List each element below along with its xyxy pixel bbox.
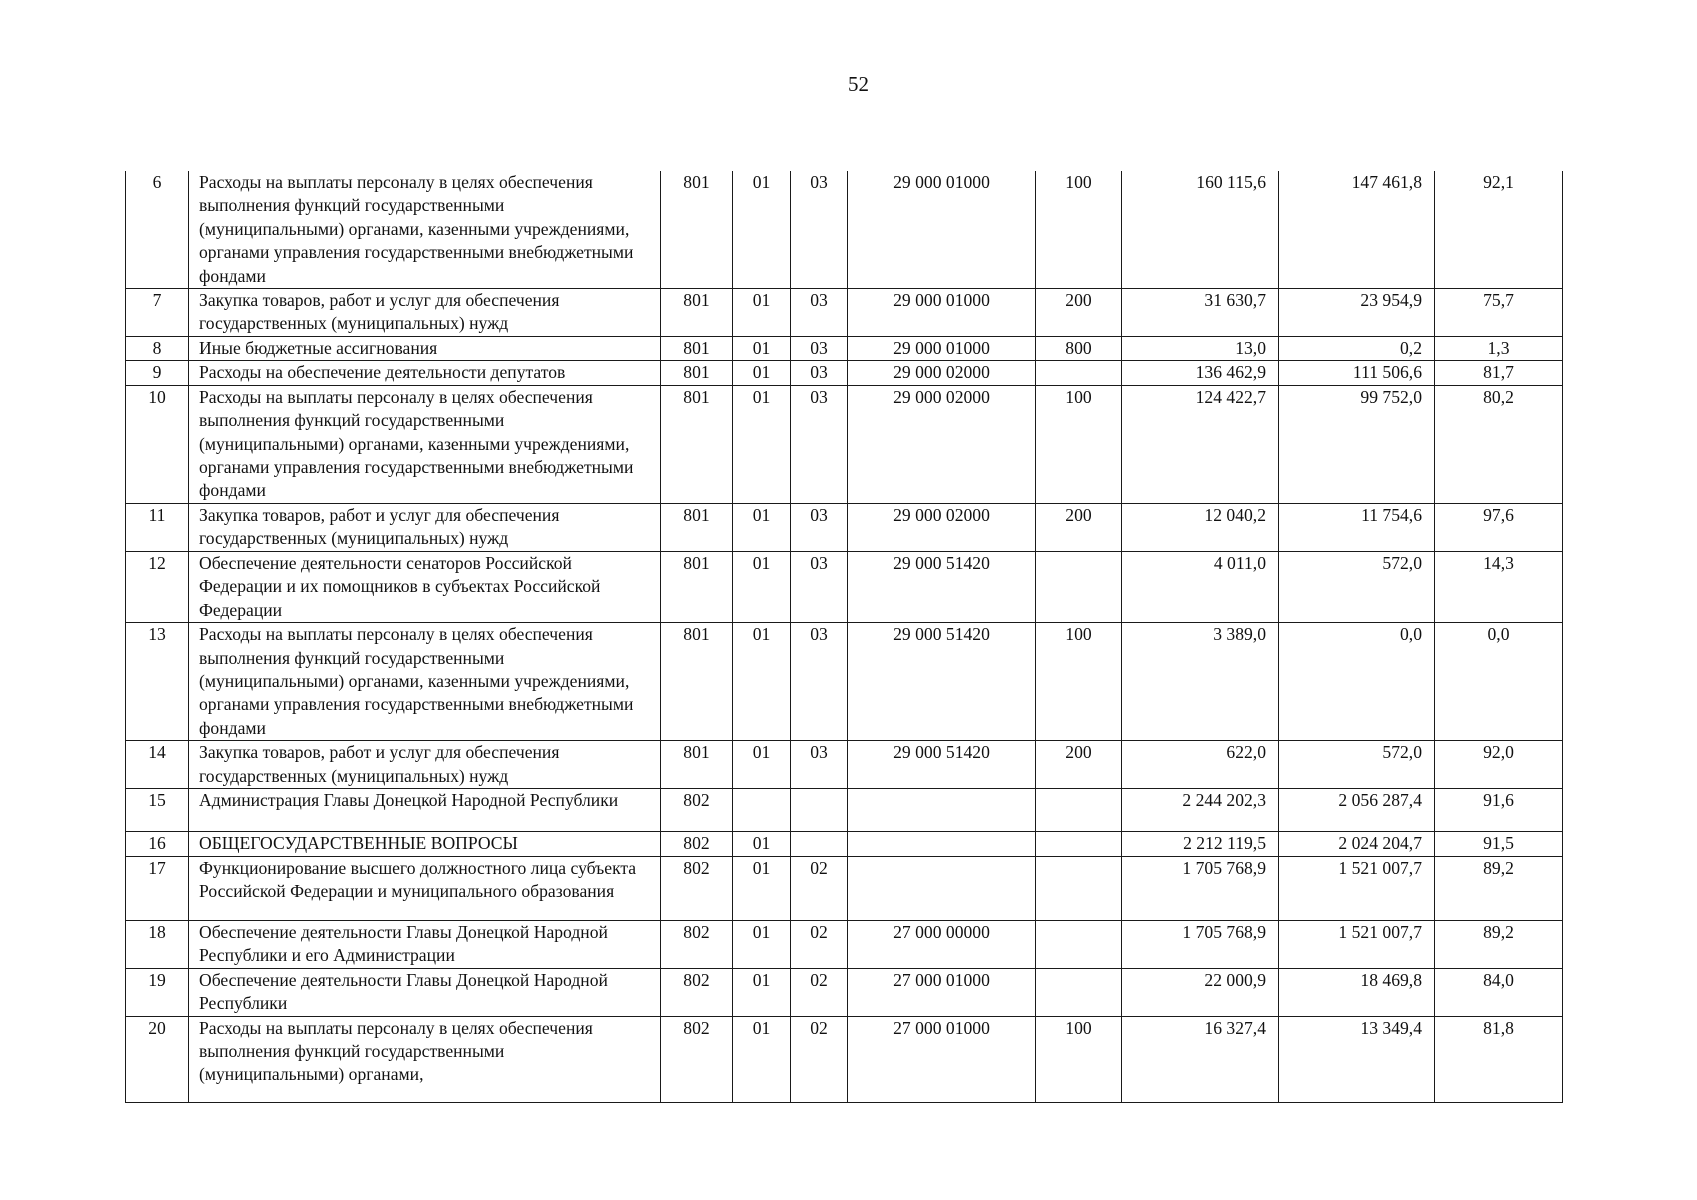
expense-name-cell: Иные бюджетные ассигнования [189,337,661,361]
expense-type-cell [1036,551,1122,622]
table-row [126,361,1563,385]
planned-amount-cell: 136 462,9 [1122,361,1279,385]
table-row [126,832,1563,856]
department-code-cell: 801 [661,337,733,361]
planned-amount-cell: 160 115,6 [1122,171,1279,289]
section-code-cell: 01 [733,741,791,789]
execution-percent-cell: 92,0 [1435,741,1563,789]
execution-percent-cell: 0,0 [1435,623,1563,741]
subsection-code-cell: 03 [791,385,848,503]
department-code-cell: 801 [661,741,733,789]
row-number-cell: 14 [126,741,189,789]
planned-amount-cell: 31 630,7 [1122,289,1279,337]
row-number-cell: 13 [126,623,189,741]
actual-amount-cell: 1 521 007,7 [1279,920,1435,968]
expense-type-cell: 800 [1036,337,1122,361]
actual-amount-cell: 99 752,0 [1279,385,1435,503]
expense-type-cell: 100 [1036,623,1122,741]
expense-name-cell: Расходы на выплаты персоналу в целях обеспечения выполнения функций государственными (муниципальными) органами, [189,1016,661,1102]
target-article-cell: 27 000 01000 [848,968,1036,1016]
target-article-cell: 27 000 00000 [848,920,1036,968]
table-row [126,741,1563,789]
department-code-cell: 801 [661,361,733,385]
expense-type-cell: 200 [1036,503,1122,551]
subsection-code-cell: 02 [791,856,848,920]
target-article-cell: 29 000 51420 [848,551,1036,622]
table-row [126,856,1563,920]
expense-name-cell: Расходы на выплаты персоналу в целях обеспечения выполнения функций государственными (муниципальными) органами, казенными учреждениями, органами управления государственными внебюджетными фондами [189,385,661,503]
execution-percent-cell: 97,6 [1435,503,1563,551]
subsection-code-cell: 03 [791,337,848,361]
table-row [126,551,1563,622]
target-article-cell: 29 000 01000 [848,171,1036,289]
subsection-code-cell: 03 [791,171,848,289]
table-row [126,503,1563,551]
planned-amount-cell: 13,0 [1122,337,1279,361]
target-article-cell [848,832,1036,856]
subsection-code-cell: 03 [791,503,848,551]
expense-name-cell: Обеспечение деятельности Главы Донецкой Народной Республики [189,968,661,1016]
actual-amount-cell: 0,0 [1279,623,1435,741]
department-code-cell: 801 [661,623,733,741]
subsection-code-cell [791,832,848,856]
expense-type-cell [1036,968,1122,1016]
department-code-cell: 801 [661,171,733,289]
department-code-cell: 802 [661,920,733,968]
subsection-code-cell: 02 [791,1016,848,1102]
table-row [126,337,1563,361]
expense-name-cell: Администрация Главы Донецкой Народной Республики [189,789,661,832]
expense-type-cell [1036,856,1122,920]
planned-amount-cell: 3 389,0 [1122,623,1279,741]
subsection-code-cell: 03 [791,741,848,789]
target-article-cell: 29 000 02000 [848,385,1036,503]
actual-amount-cell: 0,2 [1279,337,1435,361]
target-article-cell [848,789,1036,832]
row-number-cell: 17 [126,856,189,920]
subsection-code-cell: 03 [791,361,848,385]
execution-percent-cell: 84,0 [1435,968,1563,1016]
execution-percent-cell: 75,7 [1435,289,1563,337]
expense-name-cell: Функционирование высшего должностного лица субъекта Российской Федерации и муниципального образования [189,856,661,920]
section-code-cell: 01 [733,171,791,289]
expense-type-cell [1036,920,1122,968]
execution-percent-cell: 92,1 [1435,171,1563,289]
actual-amount-cell: 1 521 007,7 [1279,856,1435,920]
department-code-cell: 802 [661,832,733,856]
expense-type-cell: 100 [1036,171,1122,289]
row-number-cell: 16 [126,832,189,856]
section-code-cell: 01 [733,337,791,361]
expense-name-cell: Расходы на обеспечение деятельности депутатов [189,361,661,385]
department-code-cell: 802 [661,856,733,920]
page-number: 52 [848,72,869,96]
section-code-cell: 01 [733,968,791,1016]
expense-type-cell [1036,361,1122,385]
planned-amount-cell: 124 422,7 [1122,385,1279,503]
row-number-cell: 9 [126,361,189,385]
table-row [126,920,1563,968]
row-number-cell: 8 [126,337,189,361]
table-row [126,789,1563,832]
expense-name-cell: ОБЩЕГОСУДАРСТВЕННЫЕ ВОПРОСЫ [189,832,661,856]
planned-amount-cell: 2 244 202,3 [1122,789,1279,832]
section-code-cell: 01 [733,289,791,337]
section-code-cell: 01 [733,385,791,503]
row-number-cell: 6 [126,171,189,289]
execution-percent-cell: 81,7 [1435,361,1563,385]
expense-name-cell: Обеспечение деятельности сенаторов Российской Федерации и их помощников в субъектах Российской Федерации [189,551,661,622]
execution-percent-cell: 91,6 [1435,789,1563,832]
planned-amount-cell: 2 212 119,5 [1122,832,1279,856]
planned-amount-cell: 622,0 [1122,741,1279,789]
expense-name-cell: Расходы на выплаты персоналу в целях обеспечения выполнения функций государственными (муниципальными) органами, казенными учреждениями, органами управления государственными внебюджетными фондами [189,171,661,289]
table-row [126,1016,1563,1102]
table-row [126,385,1563,503]
subsection-code-cell: 03 [791,551,848,622]
expense-type-cell: 100 [1036,1016,1122,1102]
subsection-code-cell: 03 [791,623,848,741]
budget-table [125,171,1563,1103]
actual-amount-cell: 147 461,8 [1279,171,1435,289]
row-number-cell: 15 [126,789,189,832]
actual-amount-cell: 572,0 [1279,551,1435,622]
department-code-cell: 801 [661,385,733,503]
target-article-cell: 29 000 02000 [848,503,1036,551]
section-code-cell: 01 [733,856,791,920]
target-article-cell: 29 000 51420 [848,623,1036,741]
table-row [126,171,1563,289]
actual-amount-cell: 2 024 204,7 [1279,832,1435,856]
section-code-cell: 01 [733,361,791,385]
expense-name-cell: Закупка товаров, работ и услуг для обеспечения государственных (муниципальных) нужд [189,503,661,551]
expense-name-cell: Закупка товаров, работ и услуг для обеспечения государственных (муниципальных) нужд [189,741,661,789]
section-code-cell: 01 [733,920,791,968]
expense-name-cell: Обеспечение деятельности Главы Донецкой Народной Республики и его Администрации [189,920,661,968]
target-article-cell: 29 000 51420 [848,741,1036,789]
expense-type-cell [1036,832,1122,856]
planned-amount-cell: 1 705 768,9 [1122,856,1279,920]
department-code-cell: 801 [661,289,733,337]
section-code-cell: 01 [733,1016,791,1102]
target-article-cell: 29 000 02000 [848,361,1036,385]
row-number-cell: 20 [126,1016,189,1102]
row-number-cell: 10 [126,385,189,503]
expense-name-cell: Расходы на выплаты персоналу в целях обеспечения выполнения функций государственными (муниципальными) органами, казенными учреждениями, органами управления государственными внебюджетными фондами [189,623,661,741]
section-code-cell: 01 [733,551,791,622]
planned-amount-cell: 16 327,4 [1122,1016,1279,1102]
target-article-cell: 29 000 01000 [848,289,1036,337]
section-code-cell: 01 [733,503,791,551]
target-article-cell: 29 000 01000 [848,337,1036,361]
department-code-cell: 802 [661,1016,733,1102]
department-code-cell: 802 [661,968,733,1016]
row-number-cell: 7 [126,289,189,337]
actual-amount-cell: 2 056 287,4 [1279,789,1435,832]
actual-amount-cell: 23 954,9 [1279,289,1435,337]
row-number-cell: 19 [126,968,189,1016]
execution-percent-cell: 91,5 [1435,832,1563,856]
department-code-cell: 801 [661,551,733,622]
planned-amount-cell: 1 705 768,9 [1122,920,1279,968]
section-code-cell: 01 [733,623,791,741]
subsection-code-cell: 03 [791,289,848,337]
actual-amount-cell: 111 506,6 [1279,361,1435,385]
planned-amount-cell: 12 040,2 [1122,503,1279,551]
expense-name-cell: Закупка товаров, работ и услуг для обеспечения государственных (муниципальных) нужд [189,289,661,337]
actual-amount-cell: 572,0 [1279,741,1435,789]
row-number-cell: 12 [126,551,189,622]
subsection-code-cell: 02 [791,920,848,968]
department-code-cell: 802 [661,789,733,832]
expense-type-cell: 200 [1036,741,1122,789]
table-body [126,171,1563,1102]
execution-percent-cell: 89,2 [1435,856,1563,920]
table-row [126,289,1563,337]
actual-amount-cell: 18 469,8 [1279,968,1435,1016]
execution-percent-cell: 81,8 [1435,1016,1563,1102]
table-row [126,968,1563,1016]
department-code-cell: 801 [661,503,733,551]
target-article-cell [848,856,1036,920]
subsection-code-cell [791,789,848,832]
actual-amount-cell: 13 349,4 [1279,1016,1435,1102]
actual-amount-cell: 11 754,6 [1279,503,1435,551]
execution-percent-cell: 1,3 [1435,337,1563,361]
planned-amount-cell: 4 011,0 [1122,551,1279,622]
section-code-cell: 01 [733,832,791,856]
table-row [126,623,1563,741]
row-number-cell: 18 [126,920,189,968]
expense-type-cell: 100 [1036,385,1122,503]
target-article-cell: 27 000 01000 [848,1016,1036,1102]
execution-percent-cell: 80,2 [1435,385,1563,503]
row-number-cell: 11 [126,503,189,551]
subsection-code-cell: 02 [791,968,848,1016]
section-code-cell [733,789,791,832]
execution-percent-cell: 14,3 [1435,551,1563,622]
expense-type-cell: 200 [1036,289,1122,337]
expense-type-cell [1036,789,1122,832]
planned-amount-cell: 22 000,9 [1122,968,1279,1016]
execution-percent-cell: 89,2 [1435,920,1563,968]
